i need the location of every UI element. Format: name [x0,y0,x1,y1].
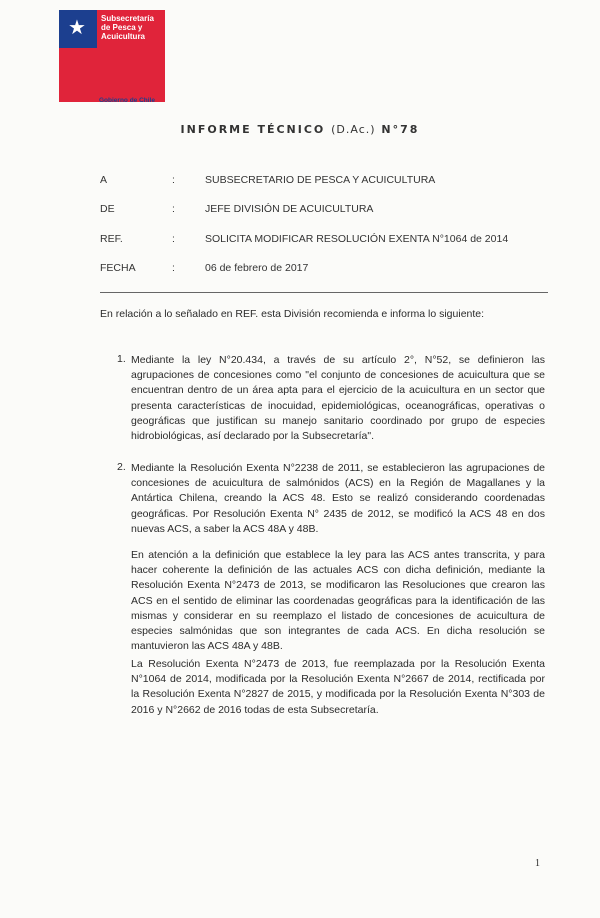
government-logo [59,10,165,108]
document-title [0,123,600,136]
item-number: 1. [117,353,126,365]
header-label-from: DE [100,203,115,215]
header-colon: : [172,262,175,274]
header-label-ref: REF. [100,233,123,245]
header-colon: : [172,203,175,215]
header-colon: : [172,233,175,245]
title-number: N°78 [381,123,420,136]
body-paragraph-2: La Resolución Exenta N°2473 de 2013, fue reemplazada por la Resolución Exenta N°1064 de 2014, modificada por la Resolución Exenta N°2667 de 2014, rectificada por la Resolución Exenta N°2827 de 2015, y modificada por la Resolución Exenta N°303 de 2016 y N°2662 de 2016 todas de esta Subsecretaría. [131,658,545,716]
intro-text: En relación a lo señalado en REF. esta División recomienda e informa lo siguiente: [100,308,485,320]
item-2-text: Mediante la Resolución Exenta N°2238 de 2011, se establecieron las agrupaciones de concesiones de acuicultura de salmónidos (ACS) en la Región de Magallanes y la Antártica Chilena, creando la ACS 48. Esto se realizó considerando coordenadas geográficas. Por Resolución Exenta N° 2435 de 2012, se modificó la ACS 48 en dos nuevas ACS, a saber la ACS 48A y 48B. [131,462,545,535]
logo-red-block [59,48,97,102]
item-1-text: Mediante la ley N°20.434, a través de su artículo 2°, N°52, se definieron las agrupaciones de concesiones como "el conjunto de concesiones de acuicultura que se encuentran dentro de un área apta para el ejercicio de la acuicultura en un sector que presenta características de inocuidad, epidemiológicas, oceanográficas, operativas o geográficas que justifican su manejo sanitario coordinado por grupo de especies hidrobiológicas, así declarado por la Subsecretaría". [131,354,545,443]
header-divider [100,292,548,293]
logo-agency-name [101,14,154,41]
header-value-to: SUBSECRETARIO DE PESCA Y ACUICULTURA [205,174,436,186]
header-value-from: JEFE DIVISIÓN DE ACUICULTURA [205,203,374,215]
logo-line-1: Subsecretaría [101,14,154,23]
page-number: 1 [535,858,540,869]
header-value-ref: SOLICITA MODIFICAR RESOLUCIÓN EXENTA N°1064 de 2014 [205,233,509,245]
logo-government-label: Gobierno de Chile [99,97,155,104]
logo-line-3: Acuicultura [101,32,146,41]
title-division: (D.Ac.) [331,123,376,136]
item-number: 2. [117,461,126,473]
logo-line-2: de Pesca y [101,23,143,32]
body-paragraph-1: En atención a la definición que establece la ley para las ACS antes transcrita, y para hacer coherente la definición de las actuales ACS con dicha definición, mediante la Resolución Exenta N°2473 de 2013, se modificaron las Resoluciones que crearon las ACS en el sentido de eliminar las coordenadas geográficas para la identificación de las mismas y considerar en su reemplazo el listado de concesiones de acuicultura de especies salmónidas que son integrantes de cada ACS. En dicha resolución se mantuvieron las ACS 48A y 48B. [131,549,545,653]
header-colon: : [172,174,175,186]
header-label-date: FECHA [100,262,136,274]
header-label-to: A [100,174,108,186]
header-value-date: 06 de febrero de 2017 [205,262,309,274]
star-icon: ★ [68,17,86,39]
title-main: INFORME TÉCNICO [180,123,326,136]
